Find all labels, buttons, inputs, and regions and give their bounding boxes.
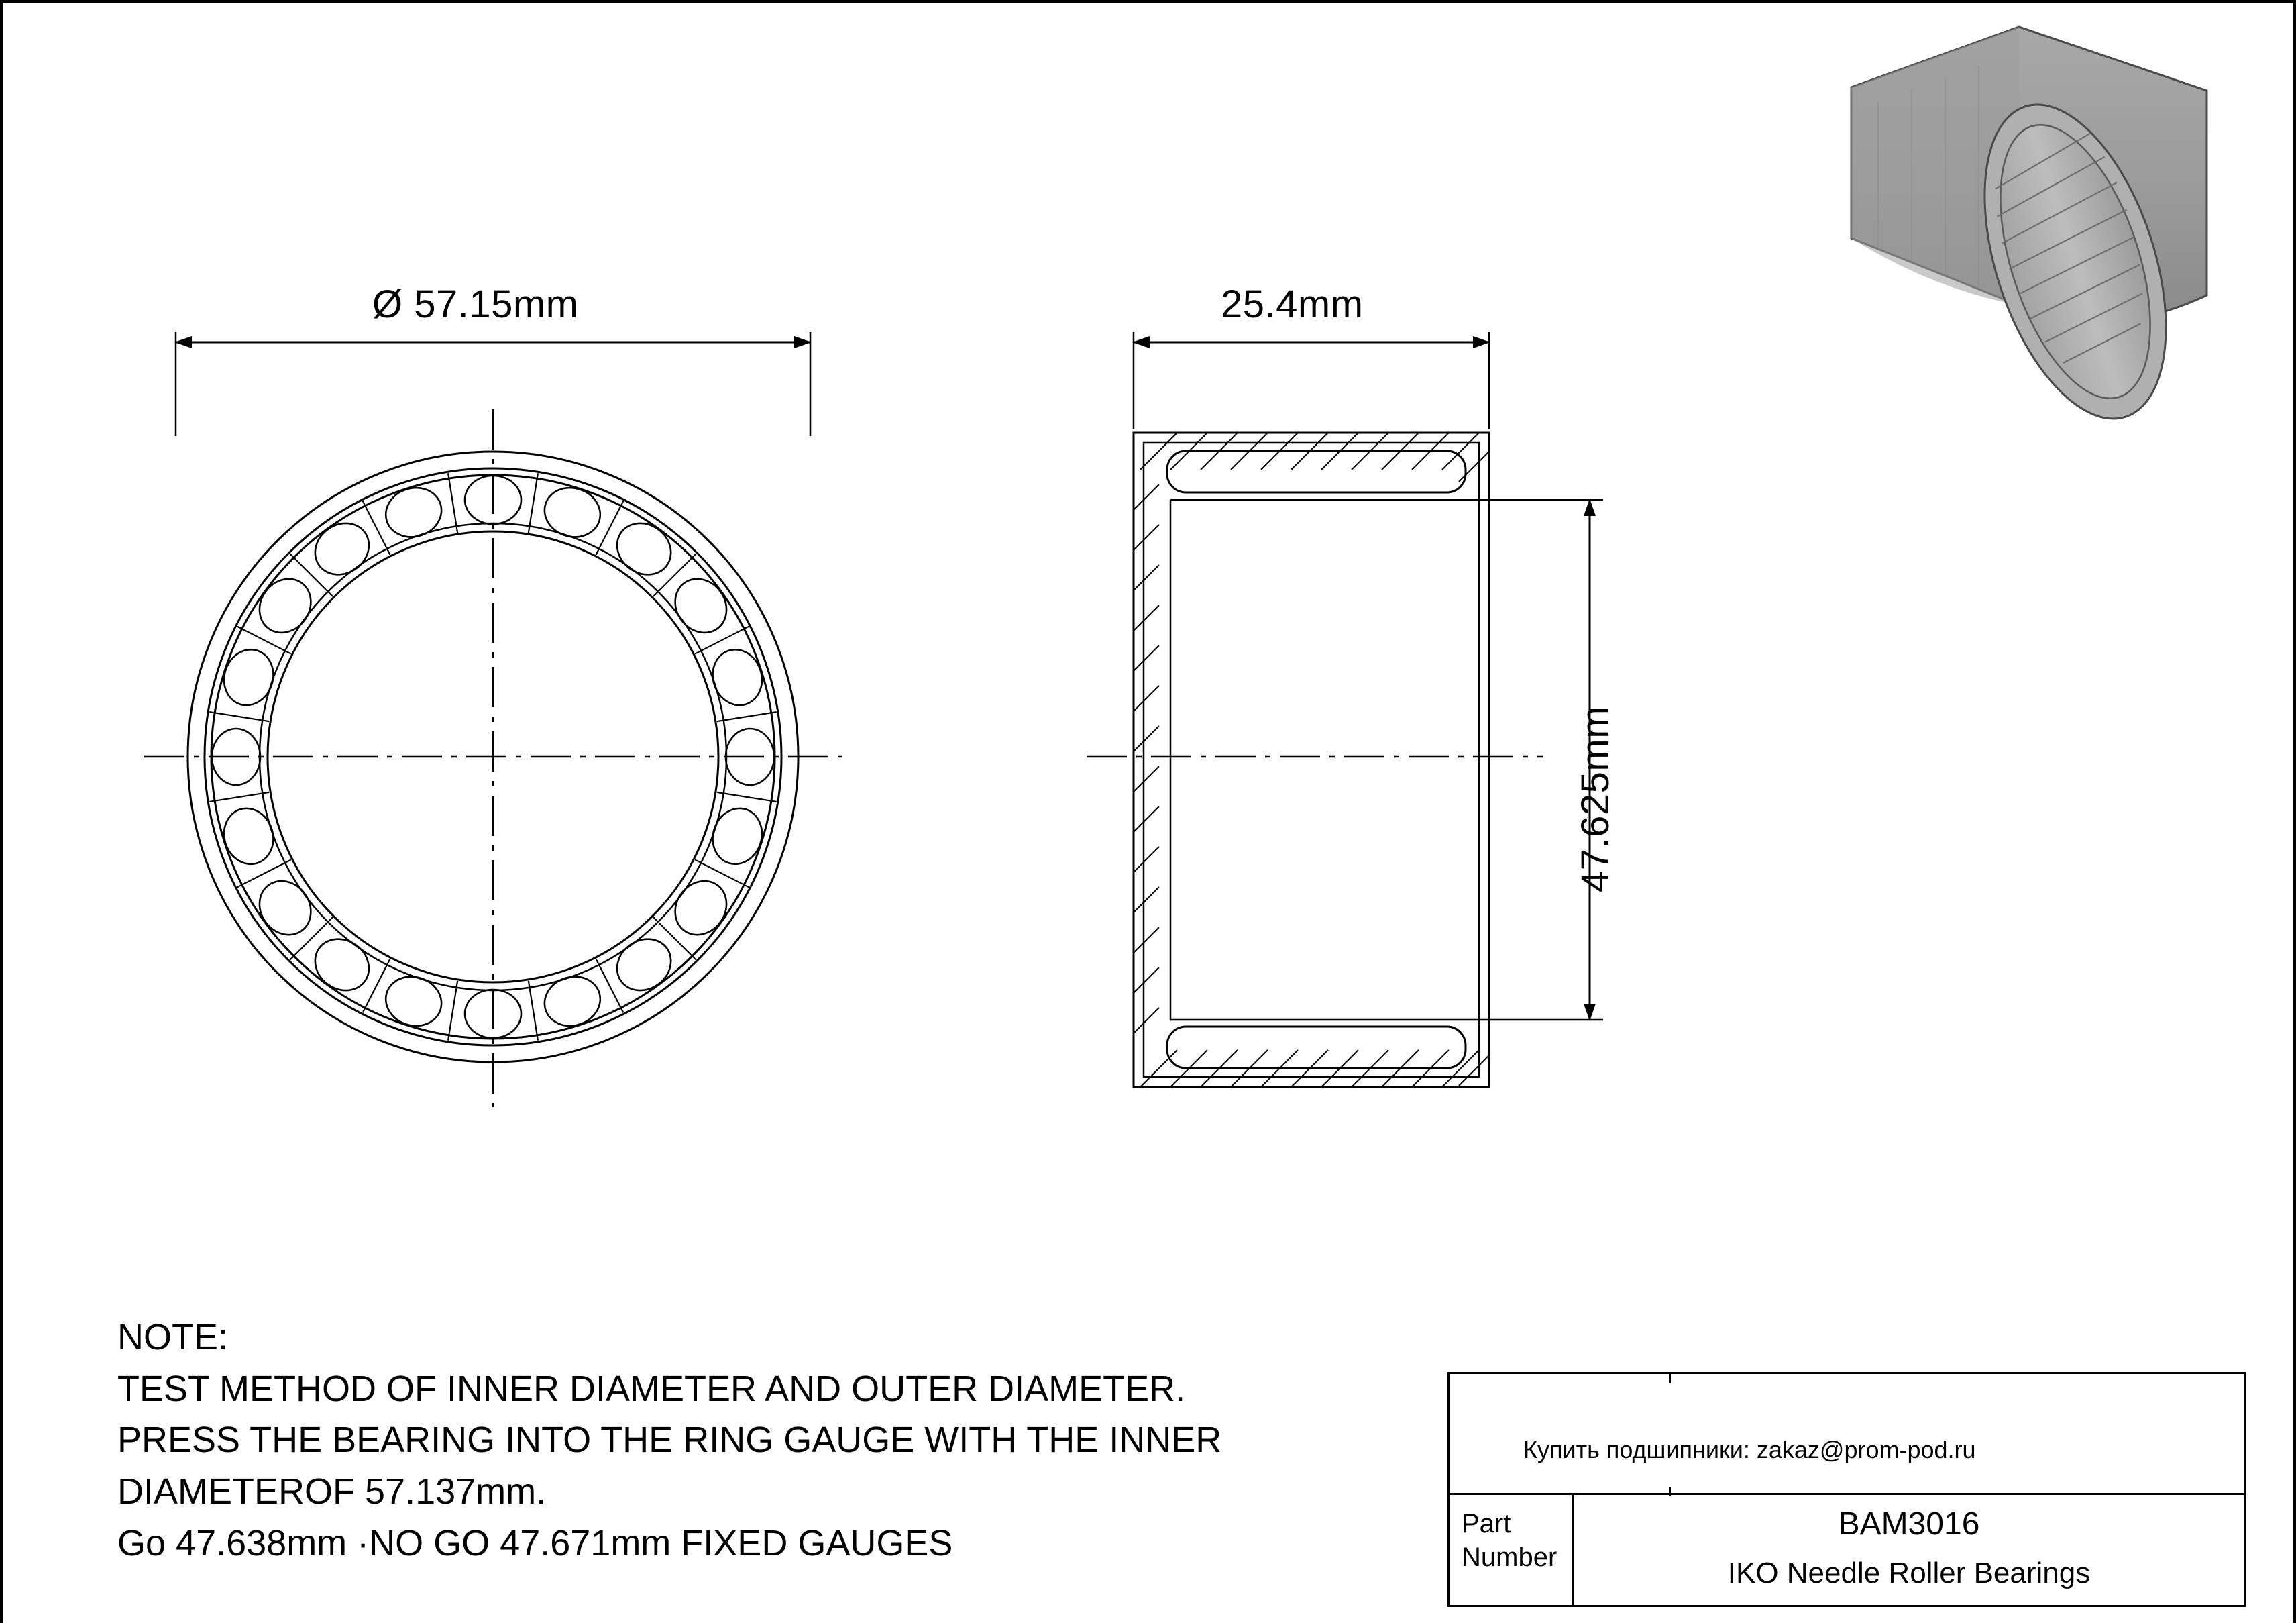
title-block-tick-bottom xyxy=(1669,1487,1671,1496)
title-block-tick-top xyxy=(1669,1374,1671,1383)
note-line-3: DIAMETEROF 57.137mm. xyxy=(117,1471,547,1512)
dimension-outer-diameter: Ø 57.15mm xyxy=(372,282,579,326)
sheet-border-left xyxy=(0,0,3,1623)
title-block xyxy=(1447,1372,2246,1607)
dimension-width: 25.4mm xyxy=(1221,282,1364,326)
part-number-label xyxy=(1462,1507,1572,1574)
isometric-bearing-view xyxy=(1851,27,2207,441)
dimension-inner-diameter: 47.625mm xyxy=(1574,705,1617,892)
sheet-border-top xyxy=(0,0,2296,3)
note-block xyxy=(117,1312,1459,1569)
part-number-label-line2: Number xyxy=(1462,1542,1557,1572)
note-line-2: PRESS THE BEARING INTO THE RING GAUGE WITH THE INNER xyxy=(117,1420,1222,1461)
sheet-border-right xyxy=(2293,0,2296,1623)
title-block-email-row xyxy=(1450,1374,2244,1495)
supplier-contact-text: Купить подшипники: zakaz@prom-pod.ru xyxy=(1523,1436,1976,1463)
note-line-1: TEST METHOD OF INNER DIAMETER AND OUTER DIAMETER. xyxy=(117,1368,1186,1409)
product-family-value: IKO Needle Roller Bearings xyxy=(1727,1557,2091,1589)
part-number-label-line1: Part xyxy=(1462,1509,1511,1538)
part-number-value: BAM3016 xyxy=(1838,1506,1980,1542)
note-title: NOTE: xyxy=(117,1317,229,1357)
note-line-4: Go 47.638mm ·NO GO 47.671mm FIXED GAUGES xyxy=(117,1522,953,1563)
